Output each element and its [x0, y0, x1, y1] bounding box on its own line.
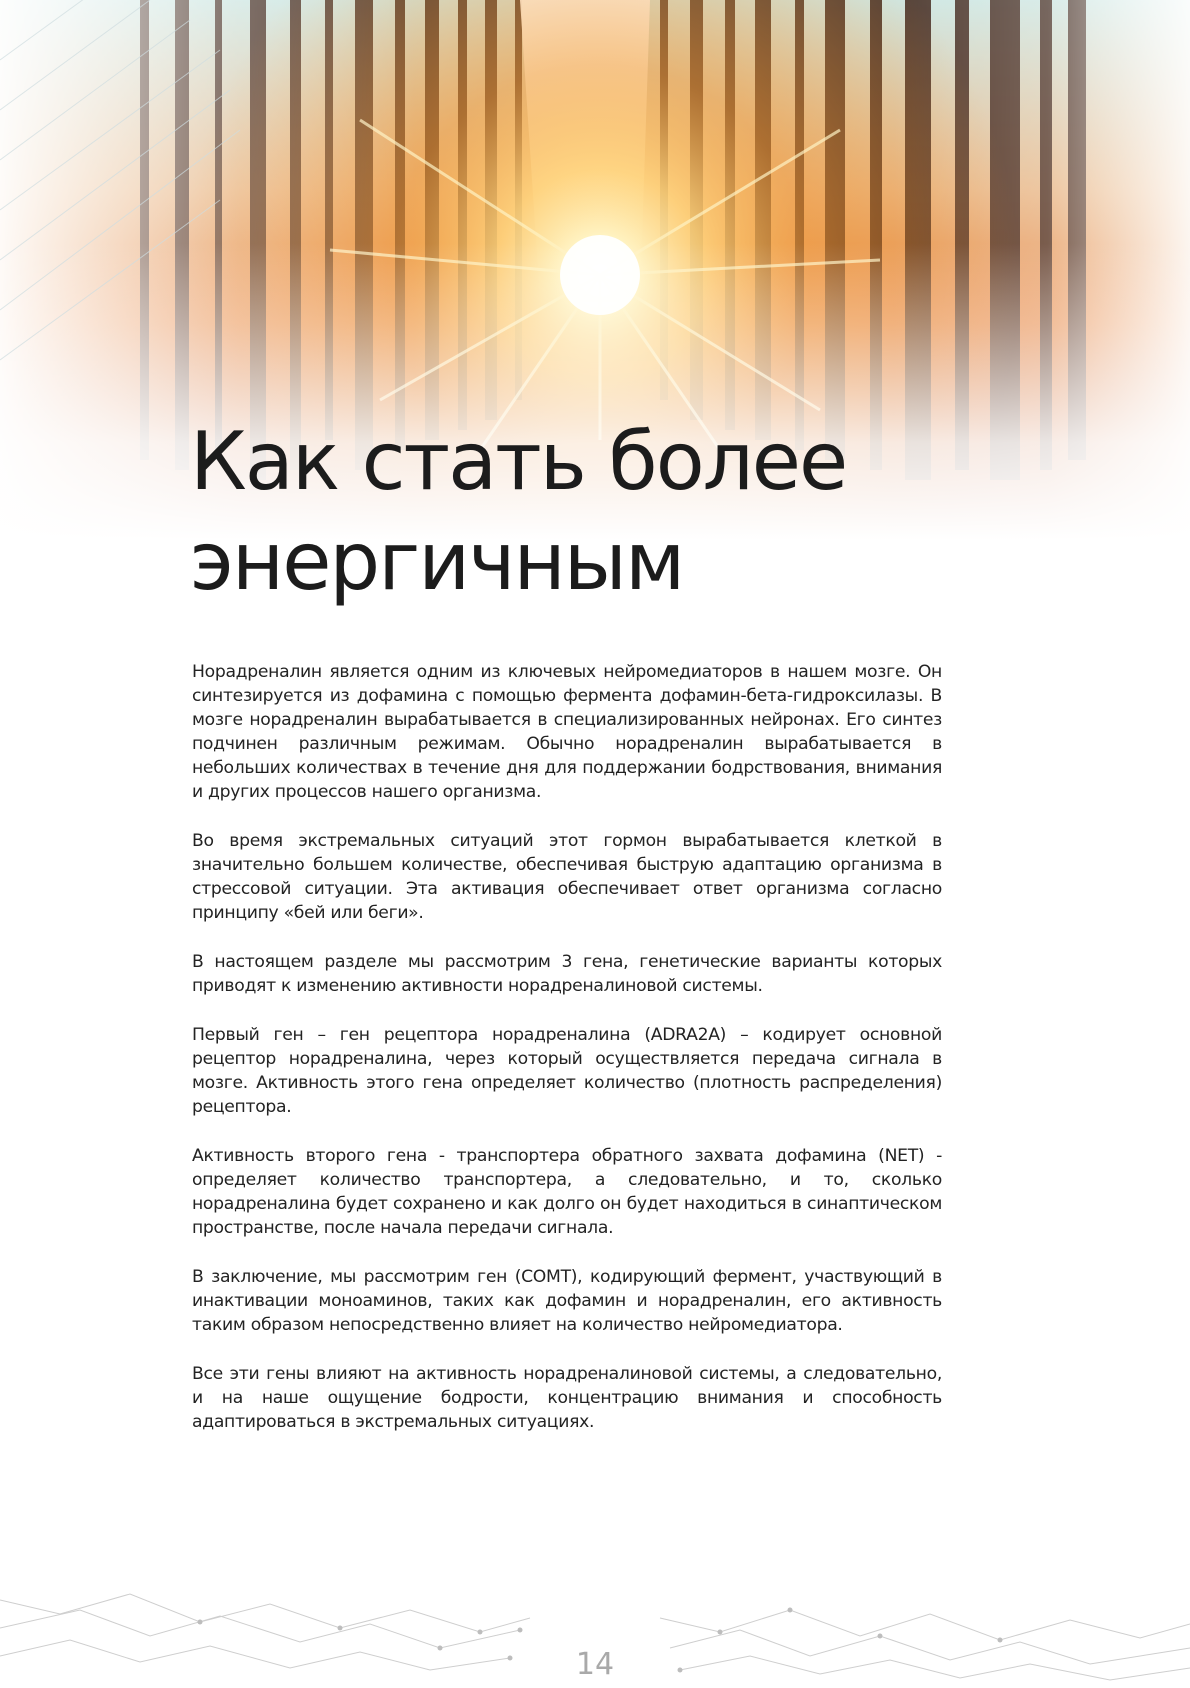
- paragraph-three-genes: В настоящем разделе мы рассмотрим 3 гена, генетические варианты которых приводят к изменению активности норадреналиновой системы.: [192, 952, 942, 996]
- page-number: 14: [575, 1647, 615, 1682]
- page-title-line-1: Как стать более: [190, 415, 847, 508]
- page-title-line-2: энергичным: [190, 515, 684, 608]
- page-title: [190, 412, 1010, 612]
- paragraph-extreme-situations: Во время экстремальных ситуаций этот гормон вырабатывается клеткой в значительно большем количестве, обеспечивая быструю адаптацию организма в стрессовой ситуации. Эта активация обеспечивает ответ организма согласно принципу «бей или беги».: [192, 831, 942, 923]
- paragraph-gene-net: Активность второго гена - транспортера обратного захвата дофамина (NET) - определяет количество транспортера, а следовательно, и то, сколько норадреналина будет сохранено и как долго он будет находиться в синаптическом пространстве, после начала передачи сигнала.: [192, 1146, 942, 1238]
- paragraph-conclusion: Все эти гены влияют на активность норадреналиновой системы, а следовательно, и на наше ощущение бодрости, концентрацию внимания и способность адаптироваться в экстремальных ситуациях.: [192, 1364, 942, 1432]
- body-text: [192, 660, 942, 1459]
- paragraph-gene-adra2a: Первый ген – ген рецептора норадреналина (ADRA2A) – кодирует основной рецептор норадреналина, через который осуществляется передача сигнала в мозге. Активность этого гена определяет количество (плотность распределения) рецептора.: [192, 1025, 942, 1117]
- paragraph-norepinephrine-intro: Норадреналин является одним из ключевых нейромедиаторов в нашем мозге. Он синтезируется из дофамина с помощью фермента дофамин-бета-гидроксилазы. В мозге норадреналин вырабатывается в специализированных нейронах. Его синтез подчинен различным режимам. Обычно норадреналин вырабатывается в небольших количествах в течение дня для поддержании бодрствования, внимания и других процессов нашего организма.: [192, 662, 942, 802]
- paragraph-gene-comt: В заключение, мы рассмотрим ген (COMT), кодирующий фермент, участвующий в инактивации моноаминов, таких как дофамин и норадреналин, его активность таким образом непосредственно влияет на количество нейромедиатора.: [192, 1267, 942, 1335]
